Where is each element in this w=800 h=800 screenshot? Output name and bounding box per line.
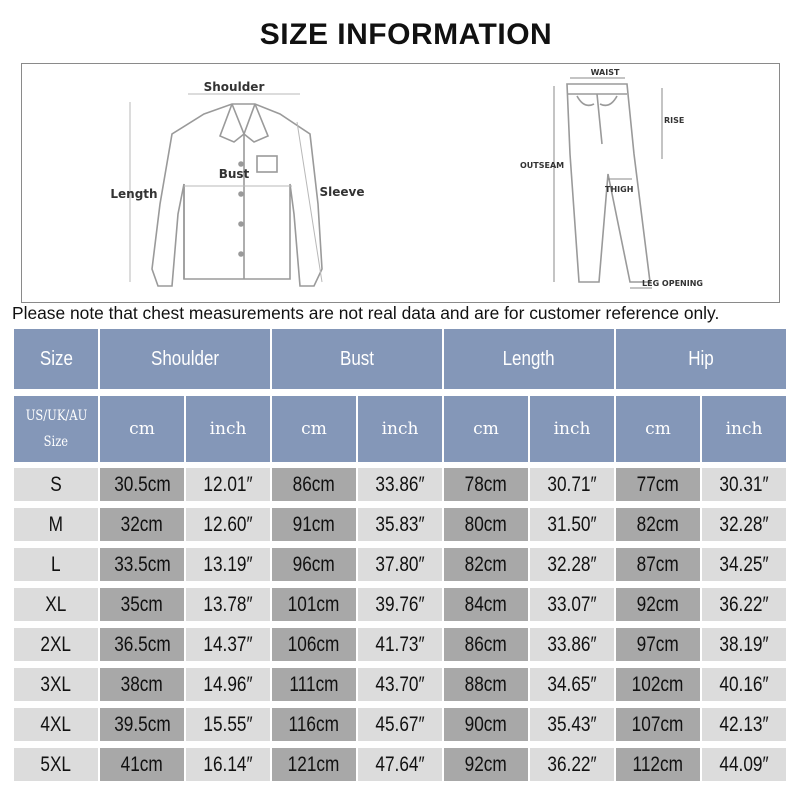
inch-value-cell: 44.09″ — [702, 748, 786, 788]
shirt-length-label: Length — [110, 187, 158, 201]
inch-value-cell: 47.64″ — [358, 748, 442, 788]
inch-value-cell: 40.16″ — [702, 668, 786, 708]
cm-value-cell: 32cm — [100, 508, 184, 548]
inch-value-cell: 36.22″ — [530, 748, 614, 788]
pants-rise-label: RISE — [664, 116, 685, 125]
cm-value-cell: 92cm — [444, 748, 528, 788]
cm-value-cell: 41cm — [100, 748, 184, 788]
table-row — [14, 628, 786, 668]
cm-value-cell: 101cm — [272, 588, 356, 628]
cm-value-cell: 35cm — [100, 588, 184, 628]
pants-waist-label: WAIST — [590, 68, 620, 77]
inch-value-cell: 34.65″ — [530, 668, 614, 708]
cm-value-cell: 111cm — [272, 668, 356, 708]
inch-value-cell: 34.25″ — [702, 548, 786, 588]
header-size: Size — [14, 329, 98, 396]
cm-value-cell: 78cm — [444, 468, 528, 508]
table-unit-row — [14, 396, 786, 468]
cm-value-cell: 39.5cm — [100, 708, 184, 748]
cm-value-cell: 84cm — [444, 588, 528, 628]
table-row — [14, 748, 786, 788]
inch-value-cell: 41.73″ — [358, 628, 442, 668]
shirt-shoulder-label: Shoulder — [203, 80, 265, 94]
inch-value-cell: 14.37″ — [186, 628, 270, 668]
cm-value-cell: 82cm — [616, 508, 700, 548]
table-row — [14, 668, 786, 708]
unit-inch: inch — [358, 396, 442, 468]
inch-value-cell: 32.28″ — [702, 508, 786, 548]
inch-value-cell: 37.80″ — [358, 548, 442, 588]
cm-value-cell: 33.5cm — [100, 548, 184, 588]
inch-value-cell: 42.13″ — [702, 708, 786, 748]
inch-value-cell: 13.19″ — [186, 548, 270, 588]
table-row — [14, 548, 786, 588]
inch-value-cell: 30.71″ — [530, 468, 614, 508]
header-bust: Bust — [272, 329, 442, 396]
size-cell: S — [14, 468, 98, 508]
size-cell: 2XL — [14, 628, 98, 668]
cm-value-cell: 116cm — [272, 708, 356, 748]
inch-value-cell: 30.31″ — [702, 468, 786, 508]
inch-value-cell: 35.43″ — [530, 708, 614, 748]
pants-leg-opening-label: LEG OPENING — [642, 279, 703, 288]
table-row — [14, 468, 786, 508]
inch-value-cell: 13.78″ — [186, 588, 270, 628]
cm-value-cell: 96cm — [272, 548, 356, 588]
cm-value-cell: 107cm — [616, 708, 700, 748]
cm-value-cell: 92cm — [616, 588, 700, 628]
cm-value-cell: 102cm — [616, 668, 700, 708]
header-length: Length — [444, 329, 614, 396]
size-cell: 4XL — [14, 708, 98, 748]
cm-value-cell: 30.5cm — [100, 468, 184, 508]
inch-value-cell: 12.01″ — [186, 468, 270, 508]
shirt-bust-label: Bust — [218, 167, 250, 181]
cm-value-cell: 90cm — [444, 708, 528, 748]
inch-value-cell: 36.22″ — [702, 588, 786, 628]
disclaimer-note: Please note that chest measurements are not real data and are for customer reference only. — [12, 303, 720, 323]
inch-value-cell: 15.55″ — [186, 708, 270, 748]
size-cell: 3XL — [14, 668, 98, 708]
shirt-illustration — [152, 104, 322, 286]
inch-value-cell: 32.28″ — [530, 548, 614, 588]
inch-value-cell: 38.19″ — [702, 628, 786, 668]
inch-value-cell: 31.50″ — [530, 508, 614, 548]
cm-value-cell: 91cm — [272, 508, 356, 548]
unit-inch: inch — [186, 396, 270, 468]
table-row — [14, 508, 786, 548]
page-title: SIZE INFORMATION — [259, 18, 553, 51]
inch-value-cell: 35.83″ — [358, 508, 442, 548]
cm-value-cell: 77cm — [616, 468, 700, 508]
size-cell: 5XL — [14, 748, 98, 788]
shirt-sleeve-label: Sleeve — [319, 185, 365, 199]
inch-value-cell: 33.07″ — [530, 588, 614, 628]
header-size-region: US/UK/AU Size — [14, 396, 98, 468]
cm-value-cell: 82cm — [444, 548, 528, 588]
inch-value-cell: 12.60″ — [186, 508, 270, 548]
diagram-svg — [22, 64, 779, 302]
cm-value-cell: 80cm — [444, 508, 528, 548]
cm-value-cell: 38cm — [100, 668, 184, 708]
size-chart-table — [12, 329, 788, 788]
inch-value-cell: 45.67″ — [358, 708, 442, 748]
pants-thigh-label: THIGH — [605, 185, 634, 194]
pants-outseam-label: OUTSEAM — [520, 161, 565, 170]
header-shoulder: Shoulder — [100, 329, 270, 396]
inch-value-cell: 16.14″ — [186, 748, 270, 788]
cm-value-cell: 112cm — [616, 748, 700, 788]
table-body — [14, 468, 786, 788]
measurement-diagram — [21, 63, 780, 303]
table-row — [14, 708, 786, 748]
size-cell: XL — [14, 588, 98, 628]
inch-value-cell: 14.96″ — [186, 668, 270, 708]
pants-illustration — [567, 84, 650, 282]
inch-value-cell: 39.76″ — [358, 588, 442, 628]
cm-value-cell: 87cm — [616, 548, 700, 588]
cm-value-cell: 86cm — [444, 628, 528, 668]
cm-value-cell: 106cm — [272, 628, 356, 668]
unit-inch: inch — [530, 396, 614, 468]
cm-value-cell: 97cm — [616, 628, 700, 668]
size-cell: L — [14, 548, 98, 588]
unit-cm: cm — [616, 396, 700, 468]
cm-value-cell: 36.5cm — [100, 628, 184, 668]
inch-value-cell: 33.86″ — [358, 468, 442, 508]
unit-cm: cm — [272, 396, 356, 468]
cm-value-cell: 121cm — [272, 748, 356, 788]
unit-inch: inch — [702, 396, 786, 468]
size-cell: M — [14, 508, 98, 548]
cm-value-cell: 86cm — [272, 468, 356, 508]
cm-value-cell: 88cm — [444, 668, 528, 708]
unit-cm: cm — [444, 396, 528, 468]
inch-value-cell: 43.70″ — [358, 668, 442, 708]
table-row — [14, 588, 786, 628]
table-header-row — [14, 329, 786, 396]
header-hip: Hip — [616, 329, 786, 396]
unit-cm: cm — [100, 396, 184, 468]
inch-value-cell: 33.86″ — [530, 628, 614, 668]
